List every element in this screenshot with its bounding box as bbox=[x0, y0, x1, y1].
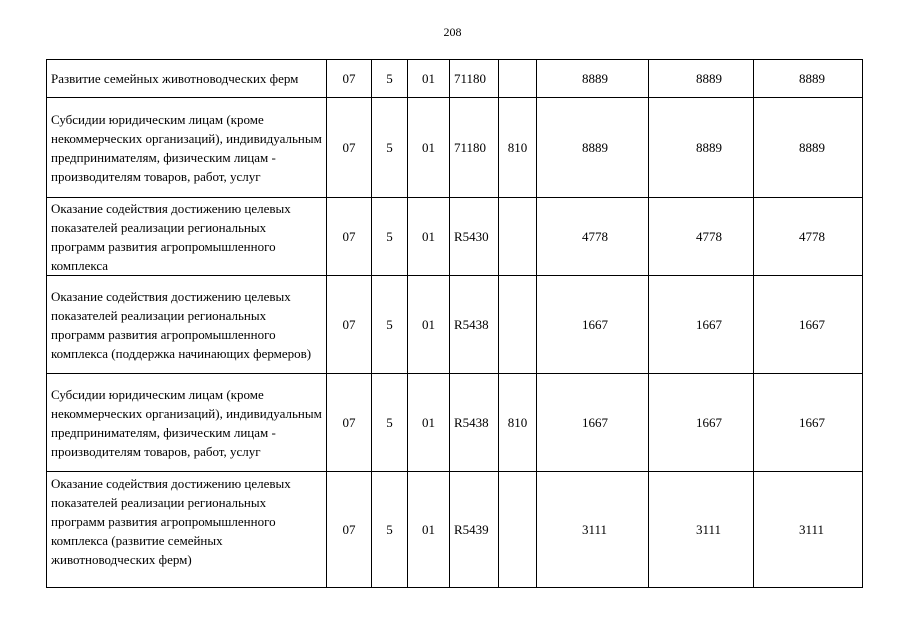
row-name-cell: Оказание содействия достижению целевых показателей реализации региональных программ развития агропромышленного комплекса bbox=[47, 198, 327, 276]
vr-cell: 810 bbox=[499, 374, 537, 472]
amount-1-value: 8889 bbox=[582, 71, 608, 86]
amount-3-cell bbox=[754, 198, 863, 276]
rz-cell: 07 bbox=[327, 276, 372, 374]
sub-cell: 01 bbox=[408, 60, 450, 98]
amount-3-cell bbox=[754, 276, 863, 374]
pr-cell: 5 bbox=[372, 60, 408, 98]
table-row bbox=[47, 276, 863, 374]
table-row bbox=[47, 374, 863, 472]
amount-2-value: 1667 bbox=[696, 317, 722, 332]
amount-1-cell bbox=[537, 276, 649, 374]
page-number: 208 bbox=[443, 25, 462, 39]
sub-cell: 01 bbox=[408, 198, 450, 276]
pr-cell: 5 bbox=[372, 98, 408, 198]
amount-2-cell bbox=[649, 374, 754, 472]
amount-3-cell bbox=[754, 60, 863, 98]
vr-cell bbox=[499, 60, 537, 98]
amount-2-cell bbox=[649, 472, 754, 588]
code-cell: 71180 bbox=[450, 98, 499, 198]
amount-2-value: 8889 bbox=[696, 71, 722, 86]
pr-cell: 5 bbox=[372, 374, 408, 472]
sub-cell: 01 bbox=[408, 472, 450, 588]
rz-cell: 07 bbox=[327, 374, 372, 472]
code-cell: R5439 bbox=[450, 472, 499, 588]
sub-cell: 01 bbox=[408, 374, 450, 472]
amount-2-cell bbox=[649, 276, 754, 374]
amount-3-value: 1667 bbox=[799, 415, 825, 430]
amount-1-cell bbox=[537, 98, 649, 198]
amount-1-cell bbox=[537, 198, 649, 276]
rz-cell: 07 bbox=[327, 98, 372, 198]
vr-cell: 810 bbox=[499, 98, 537, 198]
row-name-cell: Развитие семейных животноводческих ферм bbox=[47, 60, 327, 98]
amount-3-value: 8889 bbox=[799, 71, 825, 86]
table-row bbox=[47, 98, 863, 198]
row-name-cell: Оказание содействия достижению целевых показателей реализации региональных программ развития агропромышленного комплекса (поддержка начинающих фермеров) bbox=[47, 276, 327, 374]
amount-3-cell bbox=[754, 374, 863, 472]
amount-3-cell bbox=[754, 98, 863, 198]
amount-1-value: 1667 bbox=[582, 317, 608, 332]
sub-cell: 01 bbox=[408, 276, 450, 374]
row-name-cell: Субсидии юридическим лицам (кроме некоммерческих организаций), индивидуальным предпринимателям, физическим лицам - производителям товаров, работ, услуг bbox=[47, 374, 327, 472]
budget-table bbox=[46, 59, 863, 588]
rz-cell: 07 bbox=[327, 60, 372, 98]
amount-2-value: 4778 bbox=[696, 229, 722, 244]
pr-cell: 5 bbox=[372, 472, 408, 588]
amount-2-cell bbox=[649, 198, 754, 276]
amount-1-value: 8889 bbox=[582, 140, 608, 155]
amount-2-cell bbox=[649, 60, 754, 98]
amount-1-value: 1667 bbox=[582, 415, 608, 430]
amount-3-value: 3111 bbox=[799, 522, 825, 537]
pr-cell: 5 bbox=[372, 276, 408, 374]
code-cell: 71180 bbox=[450, 60, 499, 98]
amount-3-value: 8889 bbox=[799, 140, 825, 155]
row-name-cell: Оказание содействия достижению целевых показателей реализации региональных программ развития агропромышленного комплекса (развитие семейных животноводческих ферм) bbox=[47, 472, 327, 588]
amount-3-value: 4778 bbox=[799, 229, 825, 244]
amount-2-value: 3111 bbox=[696, 522, 722, 537]
table-row bbox=[47, 198, 863, 276]
rz-cell: 07 bbox=[327, 472, 372, 588]
amount-1-cell bbox=[537, 472, 649, 588]
row-name-cell: Субсидии юридическим лицам (кроме некоммерческих организаций), индивидуальным предпринимателям, физическим лицам - производителям товаров, работ, услуг bbox=[47, 98, 327, 198]
table-row bbox=[47, 472, 863, 588]
vr-cell bbox=[499, 472, 537, 588]
vr-cell bbox=[499, 276, 537, 374]
amount-1-cell bbox=[537, 60, 649, 98]
rz-cell: 07 bbox=[327, 198, 372, 276]
table-row bbox=[47, 60, 863, 98]
code-cell: R5438 bbox=[450, 374, 499, 472]
code-cell: R5438 bbox=[450, 276, 499, 374]
amount-3-cell bbox=[754, 472, 863, 588]
amount-1-value: 3111 bbox=[582, 522, 608, 537]
sub-cell: 01 bbox=[408, 98, 450, 198]
amount-2-value: 8889 bbox=[696, 140, 722, 155]
amount-2-value: 1667 bbox=[696, 415, 722, 430]
amount-1-value: 4778 bbox=[582, 229, 608, 244]
amount-2-cell bbox=[649, 98, 754, 198]
vr-cell bbox=[499, 198, 537, 276]
pr-cell: 5 bbox=[372, 198, 408, 276]
amount-1-cell bbox=[537, 374, 649, 472]
code-cell: R5430 bbox=[450, 198, 499, 276]
amount-3-value: 1667 bbox=[799, 317, 825, 332]
